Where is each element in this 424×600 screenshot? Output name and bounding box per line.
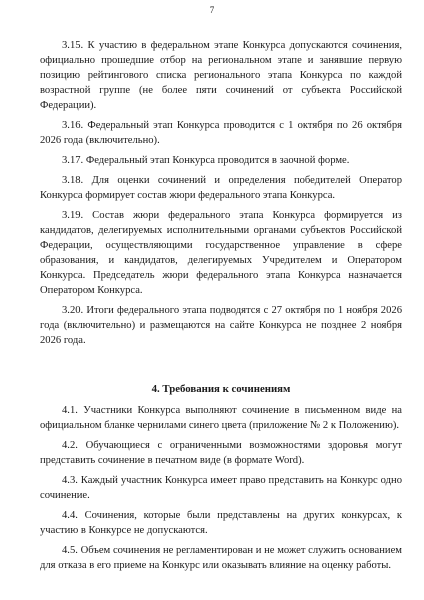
paragraph-3-20: 3.20. Итоги федерального этапа подводятся с 27 октября по 1 ноября 2026 года (включительно) и размещаются на сайте Конкурса не позднее 2 ноября 2026 года. (40, 305, 402, 346)
paragraph-4-4: 4.4. Сочинения, которые были представлены на других конкурсах, к участию в Конкурсе не допускаются. (40, 510, 402, 536)
paragraph-3-16: 3.16. Федеральный этап Конкурса проводится с 1 октября по 26 октября 2026 года (включительно). (40, 120, 402, 146)
page-number: 7 (209, 5, 215, 15)
paragraph-3-18: 3.18. Для оценки сочинений и определения победителей Оператор Конкурса формирует состав жюри федерального этапа Конкурса. (40, 175, 402, 201)
paragraph-4-2: 4.2. Обучающиеся с ограниченными возможностями здоровья могут представить сочинение в печатном виде (в формате Word). (40, 440, 402, 466)
paragraph-4-1: 4.1. Участники Конкурса выполняют сочинение в письменном виде на официальном бланке чернилами синего цвета (приложение № 2 к Положению). (40, 405, 402, 431)
section-heading: 4. Требования к сочинениям (151, 383, 291, 395)
paragraph-3-17: 3.17. Федеральный этап Конкурса проводится в заочной форме. (62, 155, 350, 166)
paragraph-3-19: 3.19. Состав жюри федерального этапа Конкурса формируется из кандидатов, делегируемых исполнительными органами субъектов Российской Федерации, осуществляющими государственное управление в сфере образования, и кандидатов, делегируемых Учредителем и Оператором Конкурса. Председатель жюри федерального этапа Конкурса назначается Оператором Конкурса. (40, 210, 402, 296)
document-body (40, 38, 402, 578)
paragraph-4-5: 4.5. Объем сочинения не регламентирован и не может служить основанием для отказа в его приеме на Конкурс или оказывать влияние на оценку работы. (40, 545, 402, 571)
paragraph-3-15: 3.15. К участию в федеральном этапе Конкурса допускаются сочинения, официально прошедшие отбор на региональном этапе и занявшие первую позицию рейтингового списка регионального этапа Конкурса по каждой возрастной группе (не более пяти сочинений от субъекта Российской Федерации). (40, 40, 402, 111)
paragraph-4-3: 4.3. Каждый участник Конкурса имеет право представить на Конкурс одно сочинение. (40, 475, 402, 501)
